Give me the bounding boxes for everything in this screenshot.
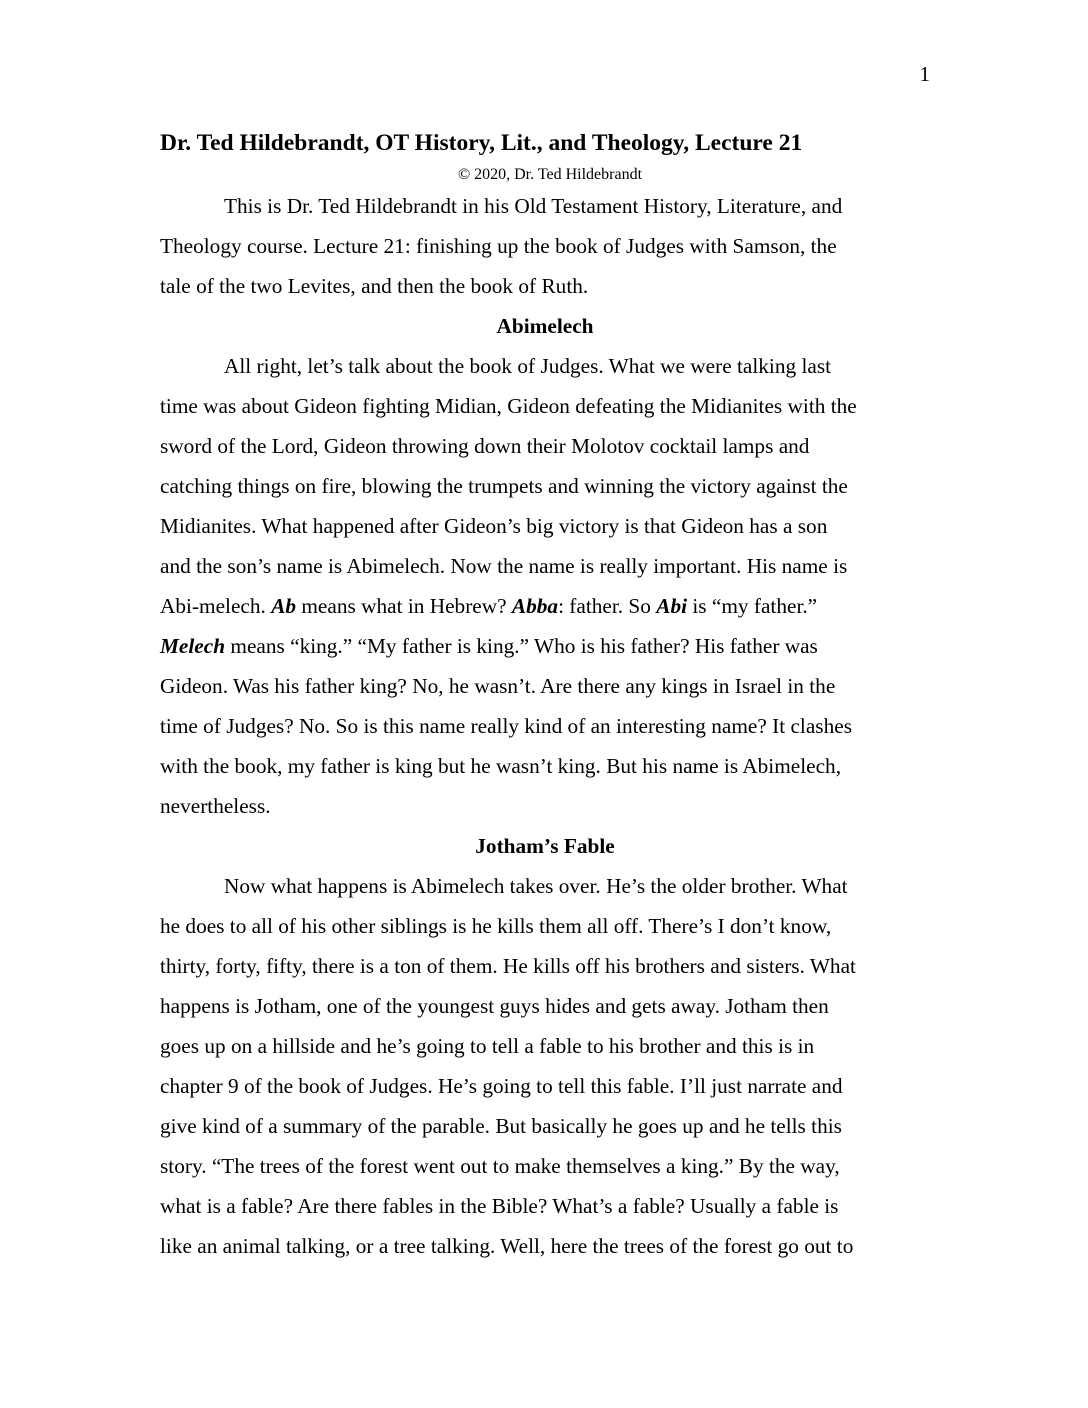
text-line: All right, let’s talk about the book of Judges. What we were talking last (224, 354, 832, 378)
text-line: time of Judges? No. So is this name really kind of an interesting name? It clashes (160, 714, 852, 738)
section-heading-jotham: Jotham’s Fable (475, 834, 615, 858)
text-run: Abi-melech. (160, 594, 272, 618)
text-line: catching things on fire, blowing the trumpets and winning the victory against the (160, 474, 848, 498)
text-line: with the book, my father is king but he wasn’t king. But his name is Abimelech, (160, 754, 842, 778)
abimelech-paragraph (160, 346, 930, 826)
text-line: sword of the Lord, Gideon throwing down their Molotov cocktail lamps and (160, 434, 810, 458)
text-line: he does to all of his other siblings is he kills them all off. There’s I don’t know, (160, 914, 832, 938)
text-line: Theology course. Lecture 21: finishing up the book of Judges with Samson, the (160, 234, 837, 258)
jotham-paragraph (160, 866, 930, 1266)
text-run: : father. So (558, 594, 657, 618)
text-run: is “my father.” (687, 594, 818, 618)
text-line (160, 626, 930, 666)
text-line: This is Dr. Ted Hildebrandt in his Old Testament History, Literature, and (224, 194, 843, 218)
text-line: and the son’s name is Abimelech. Now the name is really important. His name is (160, 554, 848, 578)
copyright-line: © 2020, Dr. Ted Hildebrandt (457, 166, 643, 183)
text-run: means what in Hebrew? (296, 594, 512, 618)
hebrew-term-abi: Abi (656, 594, 688, 618)
text-line: thirty, forty, fifty, there is a ton of them. He kills off his brothers and sisters. What (160, 954, 856, 978)
text-line: Now what happens is Abimelech takes over. He’s the older brother. What (224, 874, 848, 898)
page-number: 1 (919, 62, 930, 86)
hebrew-term-abba: Abba (511, 594, 559, 618)
document-body (160, 122, 930, 1266)
text-line (160, 586, 930, 626)
text-line: Gideon. Was his father king? No, he wasn’t. Are there any kings in Israel in the (160, 674, 836, 698)
text-line: give kind of a summary of the parable. But basically he goes up and he tells this (160, 1114, 842, 1138)
text-line: goes up on a hillside and he’s going to tell a fable to his brother and this is in (160, 1034, 815, 1058)
text-line: chapter 9 of the book of Judges. He’s going to tell this fable. I’ll just narrate and (160, 1074, 843, 1098)
text-line: story. “The trees of the forest went out to make themselves a king.” By the way, (160, 1154, 840, 1178)
text-line: happens is Jotham, one of the youngest guys hides and gets away. Jotham then (160, 994, 829, 1018)
text-line: nevertheless. (160, 794, 271, 818)
text-line: like an animal talking, or a tree talking. Well, here the trees of the forest go out to (160, 1234, 854, 1258)
hebrew-term-ab: Ab (271, 594, 297, 618)
hebrew-term-melech: Melech (160, 634, 226, 658)
text-line: what is a fable? Are there fables in the Bible? What’s a fable? Usually a fable is (160, 1194, 839, 1218)
intro-paragraph (160, 186, 930, 306)
text-run: means “king.” “My father is king.” Who is his father? His father was (225, 634, 818, 658)
text-line: tale of the two Levites, and then the book of Ruth. (160, 274, 589, 298)
text-line: time was about Gideon fighting Midian, Gideon defeating the Midianites with the (160, 394, 857, 418)
section-heading-abimelech: Abimelech (496, 314, 594, 338)
document-title: Dr. Ted Hildebrandt, OT History, Lit., and Theology, Lecture 21 (160, 130, 803, 156)
text-line: Midianites. What happened after Gideon’s big victory is that Gideon has a son (160, 514, 828, 538)
